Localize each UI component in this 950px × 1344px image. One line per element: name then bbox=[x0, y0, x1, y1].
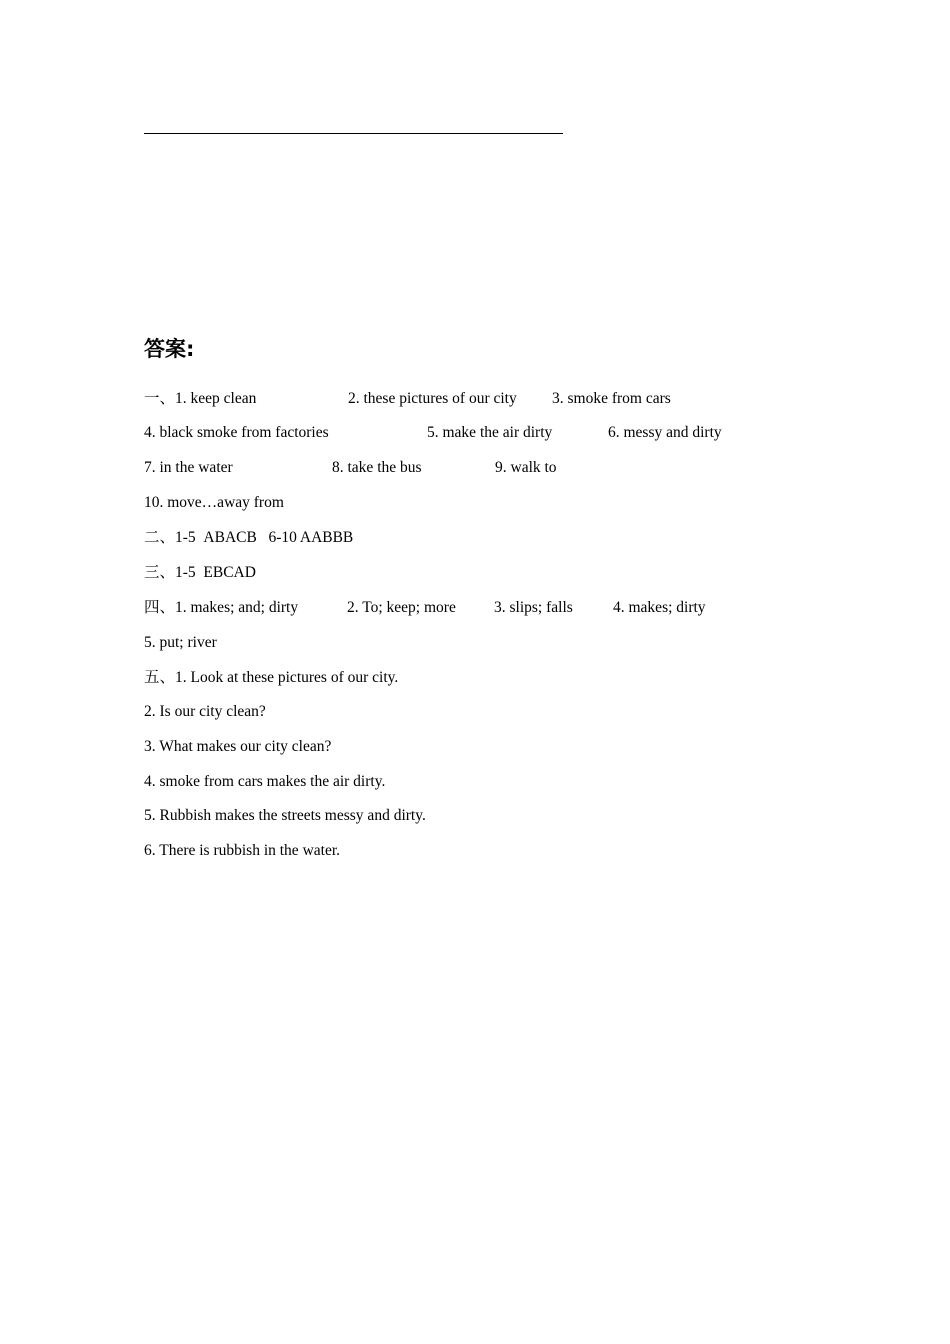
answers-heading: 答案: bbox=[144, 337, 195, 361]
answer-item: 4. makes; dirty bbox=[613, 599, 706, 616]
answer-item: 2. Is our city clean? bbox=[144, 703, 266, 720]
answer-item: 3. smoke from cars bbox=[552, 390, 671, 407]
answer-item: 6. messy and dirty bbox=[608, 424, 722, 441]
answer-item: 三、1-5 EBCAD bbox=[144, 564, 256, 581]
answer-item: 6. There is rubbish in the water. bbox=[144, 842, 341, 859]
answer-item: 7. in the water bbox=[144, 459, 233, 476]
answer-item: 2. these pictures of our city bbox=[348, 390, 517, 407]
answer-item: 五、1. Look at these pictures of our city. bbox=[144, 669, 399, 686]
answer-item: 4. black smoke from factories bbox=[144, 424, 329, 441]
answer-item: 二、1-5 ABACB 6-10 AABBB bbox=[144, 529, 354, 546]
answer-item: 10. move…away from bbox=[144, 494, 284, 511]
answer-item: 5. put; river bbox=[144, 634, 217, 651]
answer-item: 9. walk to bbox=[495, 459, 557, 476]
answer-item: 一、1. keep clean bbox=[144, 390, 257, 407]
answer-item: 5. make the air dirty bbox=[427, 424, 553, 441]
answer-item: 8. take the bus bbox=[332, 459, 422, 476]
answer-item: 四、1. makes; and; dirty bbox=[144, 599, 299, 616]
answer-item: 2. To; keep; more bbox=[347, 599, 456, 616]
answer-item: 4. smoke from cars makes the air dirty. bbox=[144, 773, 386, 790]
answer-item: 3. slips; falls bbox=[494, 599, 573, 616]
answer-item: 3. What makes our city clean? bbox=[144, 738, 332, 755]
answer-blank-line bbox=[144, 133, 563, 134]
answer-item: 5. Rubbish makes the streets messy and dirty. bbox=[144, 807, 426, 824]
